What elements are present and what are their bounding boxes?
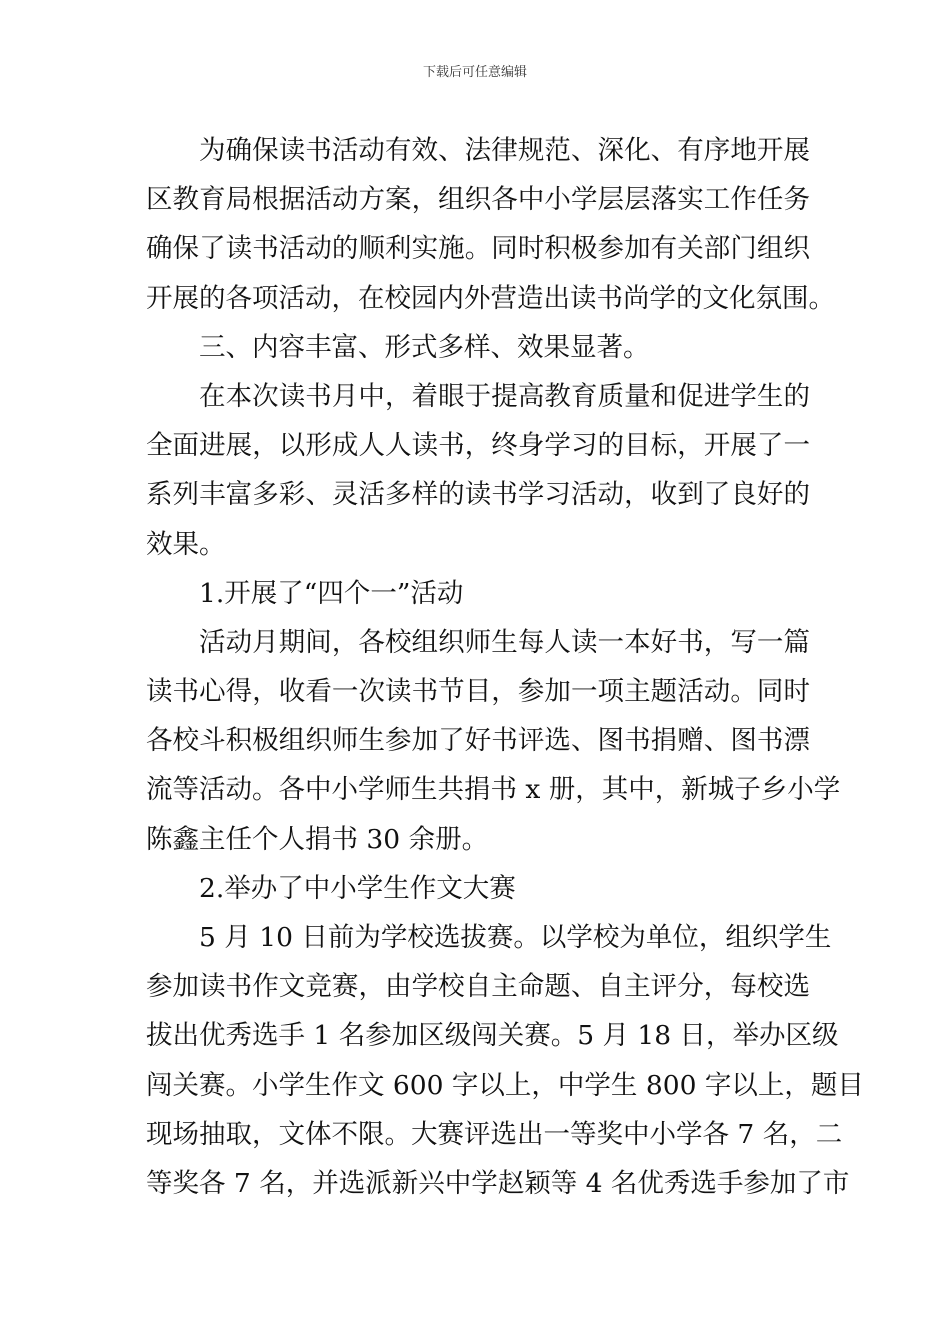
- text-line: 1.开展了“四个一”活动: [199, 577, 464, 609]
- text-line: 区教育局根据活动方案，组织各中小学层层落实工作任务: [146, 184, 810, 216]
- text-line: 系列丰富多彩、灵活多样的读书学习活动，收到了良好的: [146, 479, 810, 511]
- page-header-note: 下载后可任意编辑: [422, 65, 527, 80]
- text-line: 拔出优秀选手 1 名参加区级闯关赛。5 月 18 日，举办区级: [146, 1020, 839, 1052]
- text-line: 闯关赛。小学生作文 600 字以上，中学生 800 字以上，题目: [146, 1069, 864, 1101]
- text-line: 为确保读书活动有效、法律规范、深化、有序地开展: [199, 135, 810, 166]
- text-line: 在本次读书月中，着眼于提高教育质量和促进学生的: [199, 380, 810, 412]
- text-line: 陈鑫主任个人捐书 30 余册。: [146, 823, 489, 855]
- text-line: 参加读书作文竞赛，由学校自主命题、自主评分，每校选: [146, 971, 810, 1003]
- document-body: [146, 126, 864, 1208]
- text-line: 效果。: [146, 528, 226, 560]
- text-line: 活动月期间，各校组织师生每人读一本好书，写一篇: [199, 626, 810, 658]
- text-line: 流等活动。各中小学师生共捐书 x 册，其中，新城子乡小学: [146, 774, 841, 806]
- text-line: 现场抽取，文体不限。大赛评选出一等奖中小学各 7 名，二: [146, 1118, 843, 1150]
- text-line: 全面进展，以形成人人读书，终身学习的目标，开展了一: [146, 430, 810, 462]
- text-line: 确保了读书活动的顺利实施。同时积极参加有关部门组织: [146, 233, 810, 265]
- text-line: 2.举办了中小学生作文大赛: [199, 872, 516, 904]
- text-line: 三、内容丰富、形式多样、效果显著。: [199, 331, 650, 363]
- text-line: 读书心得，收看一次读书节目，参加一项主题活动。同时: [146, 676, 810, 708]
- text-line: 开展的各项活动，在校园内外营造出读书尚学的文化氛围。: [146, 282, 835, 314]
- text-line: 5 月 10 日前为学校选拔赛。以学校为单位，组织学生: [199, 922, 832, 953]
- text-line: 等奖各 7 名，并选派新兴中学赵颖等 4 名优秀选手参加了市: [146, 1167, 850, 1199]
- text-line: 各校斗积极组织师生参加了好书评选、图书捐赠、图书漂: [146, 725, 810, 757]
